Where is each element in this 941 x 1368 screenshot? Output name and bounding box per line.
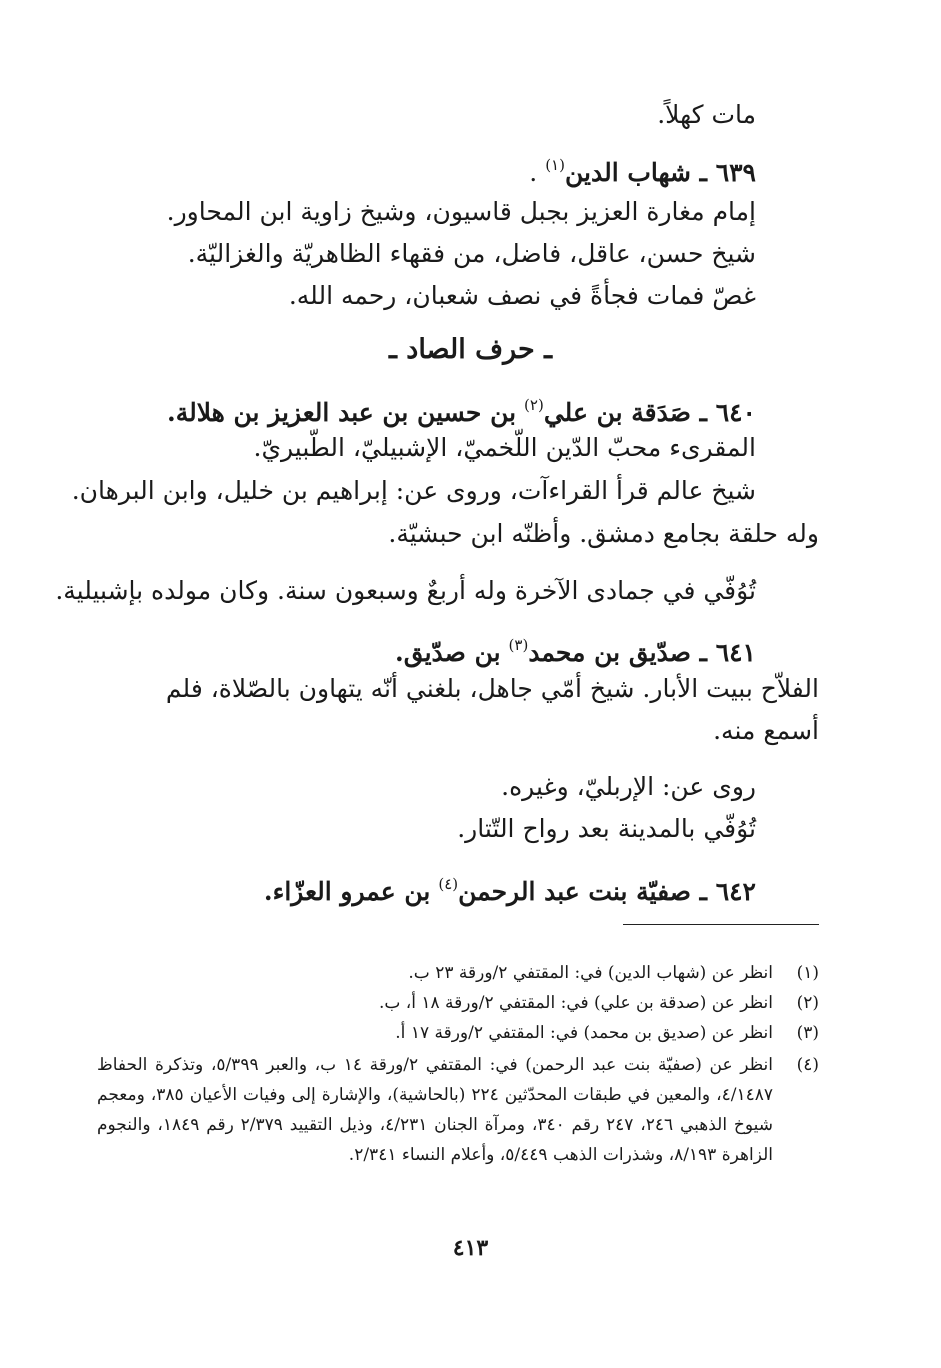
entry-title: ٦٤٢ ـ صفيّة بنت عبد الرحمن	[458, 877, 756, 906]
footnote-text: انظر عن (صدقة بن علي) في: المقتفي ٢/ورقة ١٨ أ، ب.	[378, 993, 773, 1013]
footnote-ref: (٣)	[508, 636, 529, 654]
text-line	[457, 812, 756, 846]
text-line	[97, 672, 819, 706]
text-line	[289, 279, 756, 313]
text-line	[501, 770, 756, 804]
footnote-ref: (٤)	[438, 875, 459, 893]
entry-title-rest: بن صدّيق.	[395, 638, 501, 667]
footnote-2	[97, 988, 819, 1018]
entry-end: .	[529, 158, 538, 187]
footnote-text: انظر عن (صفيّة بنت عبد الرحمن) في: المقتفي ٢/ورقة ١٤ ب، والعبر ٥/٣٩٩، وتذكرة الحفاظ ٤/١٤٨٧، والمعين في طبقات المحدّثين ٢٢٤ (بالحاشية)، والإشارة إلى وفيات الأعيان ٣٨٥، ومعجم شيوخ الذهبي ٢٤٦، ٢٤٧ رقم ٣٤٠، ومرآة الجنان ٤/٢٣١، وذيل التقييد ٢/٣٧٩ رقم ١٨٤٩، والنجوم الزاهرة ٨/١٩٣، وشذرات الذهب ٥/٤٤٩، وأعلام النساء ٢/٣٤١.	[97, 1055, 774, 1165]
line-text: المقرىء محبّ الدّين اللّخميّ، الإشبيليّ، الطّبيريّ.	[253, 433, 756, 462]
footnote-number: (٤)	[796, 1055, 819, 1075]
footnote-number: (٣)	[796, 1023, 819, 1043]
line-text: إمام مغارة العزيز بجبل قاسيون، وشيخ زاوية ابن المحاور.	[166, 197, 756, 226]
line-text: تُوُفّي بالمدينة بعد رواح التّتار.	[457, 814, 756, 843]
entry-title: ٦٤٠ ـ صَدَقة بن علي	[543, 398, 756, 427]
line-text: شيخ حسن، عاقل، فاضل، من فقهاء الظاهريّة والغزاليّة.	[187, 239, 756, 268]
text-line	[713, 714, 819, 748]
entry-641-heading	[395, 628, 756, 670]
entry-title: ٦٣٩ ـ شهاب الدين	[564, 158, 756, 187]
footnote-separator	[623, 924, 819, 925]
footnote-4	[97, 1050, 819, 1170]
text-line	[55, 574, 756, 608]
section-heading: ـ حرف الصاد ـ	[389, 334, 552, 365]
line-text: وله حلقة بجامع دمشق. وأظنّه ابن حبشيّة.	[388, 519, 819, 548]
text-line	[657, 98, 756, 132]
footnote-3	[97, 1018, 819, 1048]
text-line	[254, 431, 757, 465]
line-text: غصّ فمات فجأةً في نصف شعبان، رحمه الله.	[288, 281, 756, 310]
line-text: تُوُفّي في جمادى الآخرة وله أربعٌ وسبعون سنة. وكان مولده بإشبيلية.	[55, 576, 756, 605]
text-line	[388, 517, 819, 551]
text-line	[72, 474, 756, 508]
line-text: روى عن: الإربليّ، وغيره.	[501, 772, 756, 801]
text-line	[167, 195, 756, 229]
footnote-1	[97, 958, 819, 988]
line-text: الفلاّح ببيت الأبار. شيخ أمّي جاهل، بلغني أنّه يتهاون بالصّلاة، فلم	[165, 674, 819, 703]
text-line	[188, 237, 756, 271]
footnote-number: (٢)	[796, 993, 819, 1013]
line-text: أسمع منه.	[713, 716, 819, 745]
line-text: مات كهلاً.	[657, 100, 756, 129]
footnote-text: انظر عن (صديق بن محمد) في: المقتفي ٢/ورقة ١٧ أ.	[395, 1023, 773, 1043]
page-number: ٤١٣	[452, 1235, 489, 1261]
entry-639-heading	[529, 148, 756, 190]
footnote-text: انظر عن (شهاب الدين) في: المقتفي ٢/ورقة ٢٣ ب.	[408, 963, 773, 983]
footnote-ref: (١)	[545, 156, 565, 174]
entry-title-rest: بن عمرو العزّاء.	[263, 877, 431, 906]
entry-title-rest: بن حسين بن عبد العزيز بن هلالة.	[166, 398, 517, 427]
entry-640-heading	[167, 388, 756, 430]
entry-title: ٦٤١ ـ صدّيق بن محمد	[528, 638, 756, 667]
footnote-ref: (٢)	[524, 396, 544, 414]
footnote-number: (١)	[796, 963, 819, 983]
entry-642-heading	[264, 867, 756, 909]
line-text: شيخ عالم قرأ القراءآت، وروى عن: إبراهيم بن خليل، وابن البرهان.	[71, 476, 756, 505]
